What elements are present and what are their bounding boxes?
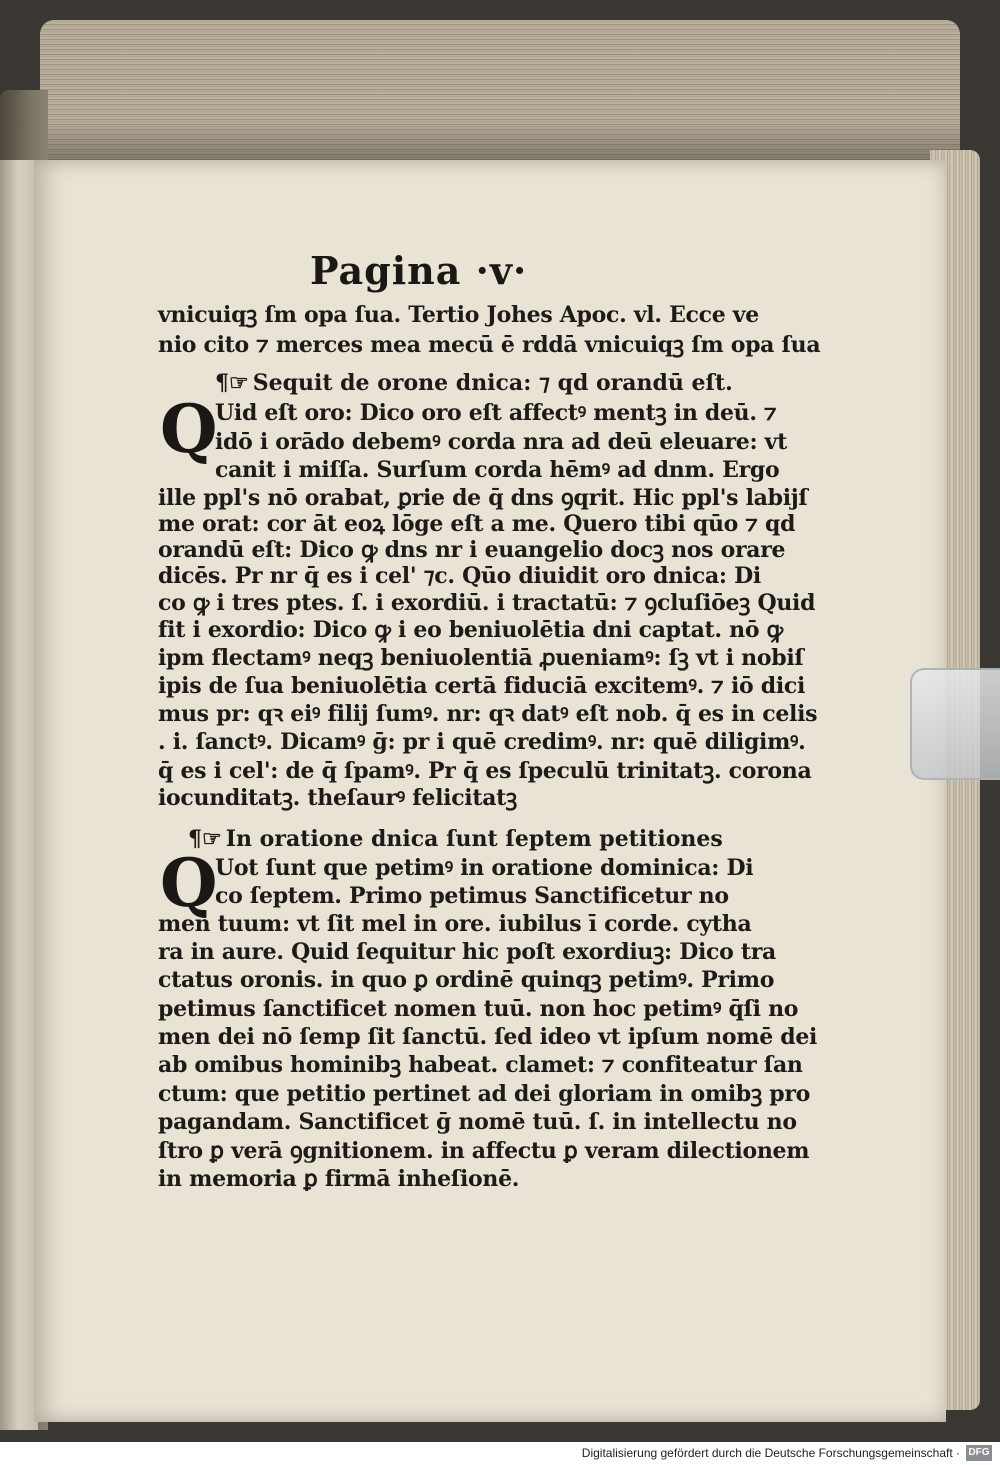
text-line: canit i miſſa. Surſum corda hēmꝰ ad dnm. Ergo [215,457,780,483]
text-line: pagandam. Sanctificet ḡ nomē tuū. ſ. in intellectu no [158,1109,797,1135]
text-line: mus pr: qꝛ eiꝰ filij ſumꝰ. nr: qꝛ datꝰ eſt nob. q̄ es in celis [158,701,818,727]
text-line: orandū eſt: Dico ꝙ dns nr i euangelio docꝫ nos orare [158,537,786,563]
text-line: petimus ſanctificet nomen tuū. non hoc petimꝰ q̄ſi no [158,996,799,1022]
text-line: co ſeptem. Primo petimus Sanctificetur no [215,883,729,909]
text-line: co ꝙ i tres ptes. ſ. i exordiū. i tractatū: ⁊ ꝯcluſiōeꝫ Quid [158,590,816,616]
drop-initial: Q [160,844,218,922]
dfg-logo: DFG [966,1445,992,1461]
section-heading-text: In oratione dnica ſunt ſeptem petitiones [225,826,723,852]
text-line: ipis de ſua beniuolētia certā fiduciā excitemꝰ. ⁊ iō dici [158,673,806,699]
page-title: Pagina ·v· [310,248,528,293]
text-line: Uid eſt oro: Dico oro eſt affectꝰ mentꝫ in deū. ⁊ [215,400,777,426]
paragraph-mark-icon: ¶☞ [215,370,249,396]
text-line: men dei nō ſemp ſit ſanctū. ſed ideo vt ipſum nomē dei [158,1024,818,1050]
text-line: ctum: que petitio pertinet ad dei gloriam in omibꝫ pro [158,1081,811,1107]
text-line: men tuum: vt ſit mel in ore. iubilus ī corde. cytha [158,911,752,937]
footer-bar [0,1442,1000,1465]
paragraph-mark-icon: ¶☞ [188,826,222,852]
text-line: ſtro ꝑ verā ꝯgnitionem. in affectu ꝑ veram dilectionem [158,1138,810,1164]
text-line: ipm flectamꝰ neqꝫ beniuolentiā ꝓueniamꝰ: ſꝫ vt i nobiſ [158,645,804,671]
text-line: iocunditatꝫ. theſaurꝰ felicitatꝫ [158,785,517,811]
section-heading-text: Sequit de orone dnica: ⁊ qd orandū eſt. [252,370,733,396]
page-clip [910,668,1000,780]
text-line: ctatus oronis. in quo ꝑ ordinē quinqꝫ petimꝰ. Primo [158,967,775,993]
drop-initial: Q [160,390,218,468]
section-heading [215,370,733,396]
section-heading [188,826,723,852]
text-line: ille ppl's nō orabat, ꝑrie de q̄ dns ꝯqrit. Hic ppl's labijſ [158,485,808,511]
funding-credit: Digitalisierung gefördert durch die Deutsche Forschungsgemeinschaft · [581,1446,960,1460]
text-line: q̄ es i cel': de q̄ ſpamꝰ. Pr q̄ es ſpeculū trinitatꝫ. corona [158,758,812,784]
text-line: fit i exordio: Dico ꝙ i eo beniuolētia dni captat. nō ꝙ [158,617,783,643]
text-line: idō i orādo debemꝰ corda nra ad deū eleuare: vt [215,429,788,455]
text-line: in memoria ꝑ firmā inheſionē. [158,1166,520,1192]
text-line: ra in aure. Quid ſequitur hic poſt exordiuꝫ: Dico tra [158,939,776,965]
text-line: dicēs. Pr nr q̄ es i cel' ⁊c. Qūo diuidit oro dnica: Di [158,563,761,589]
facing-page-edge [0,160,38,1430]
intro-line: vnicuiqꝫ ſm opa ſua. Tertio Johes Apoc. vl. Ecce ve [158,302,759,328]
text-line: ab omibus hominibꝫ habeat. clamet: ⁊ confiteatur ſan [158,1052,803,1078]
text-line: . i. ſanctꝰ. Dicamꝰ ḡ: pr i quē credimꝰ. nr: quē diligimꝰ. [158,729,806,755]
text-line: Uot ſunt que petimꝰ in oratione dominica: Di [215,855,754,881]
text-line: me orat: cor āt eoꝝ lōge eſt a me. Quero tibi qūo ⁊ qd [158,511,796,537]
intro-line: nio cito ⁊ merces mea mecū ē rddā vnicuiqꝫ ſm opa ſua [158,332,821,358]
